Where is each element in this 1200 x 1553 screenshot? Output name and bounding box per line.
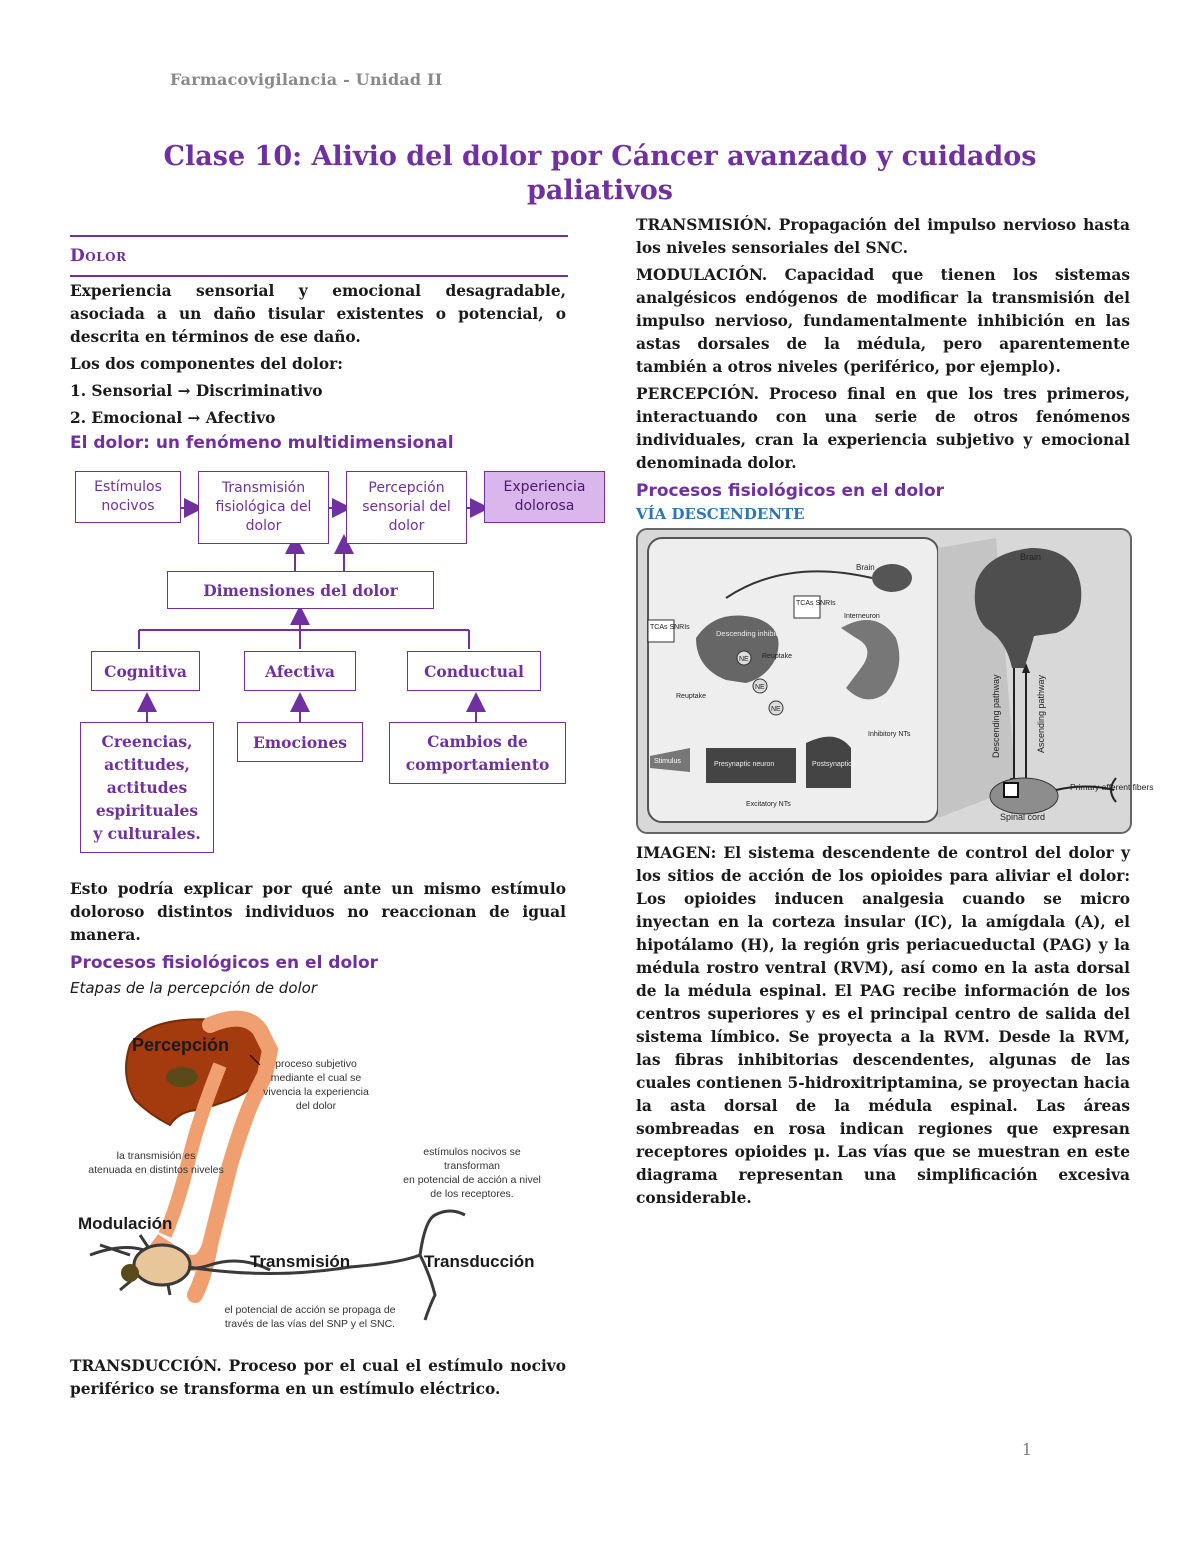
label-reuptake-2: Reuptake [676,693,706,700]
transduccion-paragraph: TRANSDUCCIÓN. Proceso por el cual el estímulo nocivo periférico se transforma en un estímulo eléctrico. [70,1357,566,1398]
right-definitions [636,214,1130,479]
svg-text:estímulos nocivos se: estímulos nocivos se [423,1146,521,1158]
section-heading-dolor: Dolor [70,246,127,266]
running-header: Farmacovigilancia - Unidad II [170,70,443,89]
svg-text:través de las vías del SNP y e: través de las vías del SNP y el SNC. [224,1318,396,1330]
box-cambios-comportamiento: Cambios de comportamiento [389,722,566,784]
label-brain-large: Brain [1020,552,1042,562]
label-descending: Descending pathway [991,674,1001,758]
box-experiencia-dolorosa: Experiencia dolorosa [484,471,605,523]
components-intro: Los dos componentes del dolor: [70,355,343,373]
page-number: 1 [1021,1440,1032,1459]
box-dimensiones-del-dolor: Dimensiones del dolor [167,571,434,609]
pain-definition: Experiencia sensorial y emocional desagradable, asociada a un daño tisular existentes o potencial, o descrita en términos de ese daño. [70,282,566,346]
label-percepcion: Percepción [132,1035,230,1055]
title-line-2: paliativos [526,175,673,206]
svg-text:de los receptores.: de los receptores. [430,1188,514,1200]
label-transduccion: Transducción [424,1252,535,1271]
stages-subtitle: Etapas de la percepción de dolor [70,979,318,997]
box-estimulos-nocivos: Estímulos nocivos [75,471,181,523]
neuron-nucleus [121,1264,139,1282]
label-reuptake-1: Reuptake [762,653,792,660]
title-line-1: Clase 10: Alivio del dolor por Cáncer avanzado y cuidados [163,141,1037,172]
box-afectiva: Afectiva [244,651,356,691]
svg-text:proceso subjetivo: proceso subjetivo [275,1058,357,1070]
svg-text:del dolor: del dolor [295,1100,337,1112]
neuron-soma [134,1245,190,1285]
label-ne-2: NE [755,684,765,691]
box-percepcion-sensorial: Percepción sensorial del dolor [346,471,467,544]
label-excitatory-nts: Excitatory NTs [746,801,791,808]
estimulos-note [403,1146,541,1200]
box-cognitiva: Cognitiva [91,651,200,691]
label-ne-3: NE [771,706,781,713]
label-brain-small: Brain [856,563,875,572]
box-conductual: Conductual [407,651,541,691]
label-ascending: Ascending pathway [1036,674,1046,753]
box-creencias: Creencias, actitudes, actitudes espirituales y culturales. [80,722,214,853]
label-tcas-1: TCAs SNRIs [650,624,690,631]
label-tcas-2: TCAs SNRIs [796,600,836,607]
explanation-paragraph: Esto podría explicar por qué ante un mismo estímulo doloroso distintos individuos no reaccionan de igual manera. [70,880,566,944]
via-descendente-heading: VÍA DESCENDENTE [636,505,805,523]
label-interneuron: Interneuron [844,613,880,620]
potencial-note [224,1304,395,1330]
label-spinal-cord: Spinal cord [1000,812,1046,822]
processes-heading-left: Procesos fisiológicos en el dolor [70,953,379,973]
svg-text:la transmisión es: la transmisión es [116,1150,196,1162]
component-item-2: 2. Emocional → Afectivo [70,409,276,427]
page-title [150,140,1050,208]
label-modulacion: Modulación [78,1214,173,1233]
figure-caption: IMAGEN: El sistema descendente de control del dolor y los sitios de acción de los opioides para aliviar el dolor: Los opioides inducen analgesia cuando se micro inyectan en la corteza insular (IC), la amígdala (A), el hipotálamo (H), la región gris periacueductal (PAG) y la médula rostro ventral (RVM), así como en la asta dorsal de la médula espinal. El PAG recibe información de los centros superiores y es el principal centro de salida del sistema límbico. Se proyecta a la RVM. Desde la RVM, las fibras inhibitorias descendentes, algunas de las cuales contienen 5-hidroxitriptamina, se proyectan hacia la asta dorsal de la médula espinal. Las áreas sombreadas en rosa indican regiones que expresan receptores opioides μ. Las vías que se muestran en este diagrama representan una simplificación excesiva considerable. [636,844,1130,1207]
label-ne-1: NE [739,656,749,663]
brain-nucleus [166,1067,198,1087]
svg-text:el potencial de acción se prop: el potencial de acción se propaga de [224,1304,396,1316]
label-inhibitory-nts: Inhibitory NTs [868,731,911,738]
left-intro [70,280,566,434]
component-item-1: 1. Sensorial → Discriminativo [70,382,323,400]
label-postsynaptic: Postsynaptic neuron [812,761,876,768]
label-primary-afferent: Primary afferent fibers [1070,782,1154,792]
modulacion-paragraph: MODULACIÓN. Capacidad que tienen los sistemas analgésicos endógenos de modificar la transmisión del impulso nervioso, fundamentalmente inhibición en las astas dorsales de la médula, pero aparentemente también a otros niveles (periférico, por ejemplo). [636,266,1130,376]
box-emociones: Emociones [237,722,363,762]
transmision-note [88,1150,223,1176]
section-bottom-rule [70,275,568,277]
percepcion-note [263,1058,369,1112]
descending-pathway-figure [636,528,1154,834]
svg-text:transforman: transforman [443,1160,501,1172]
label-stimulus: Stimulus [654,758,681,765]
label-desc-neuron: Descending inhibitory neuron [716,629,814,638]
label-presynaptic: Presynaptic neuron [714,761,775,768]
processes-heading-right: Procesos fisiológicos en el dolor [636,481,945,501]
transmision-paragraph: TRANSMISIÓN. Propagación del impulso nervioso hasta los niveles sensoriales del SNC. [636,216,1130,257]
percepcion-paragraph: PERCEPCIÓN. Proceso final en que los tres primeros, interactuando con una serie de otros fenómenos individuales, cran la experiencia subjetivo y emocional denominada dolor. [636,385,1130,472]
svg-text:en potencial de acción a nivel: en potencial de acción a nivel [403,1174,541,1186]
section-top-rule [70,235,568,237]
label-transmision: Transmisión [250,1252,351,1271]
svg-text:vivencia la experiencia: vivencia la experiencia [263,1086,369,1098]
neuron-pain-pathway-figure [70,1005,600,1345]
multidimensional-heading: El dolor: un fenómeno multidimensional [70,433,454,453]
svg-text:atenuada en distintos niveles: atenuada en distintos niveles [88,1164,224,1176]
svg-text:mediante el cual se: mediante el cual se [270,1072,362,1084]
box-transmision-fisiologica: Transmisión fisiológica del dolor [198,471,329,544]
